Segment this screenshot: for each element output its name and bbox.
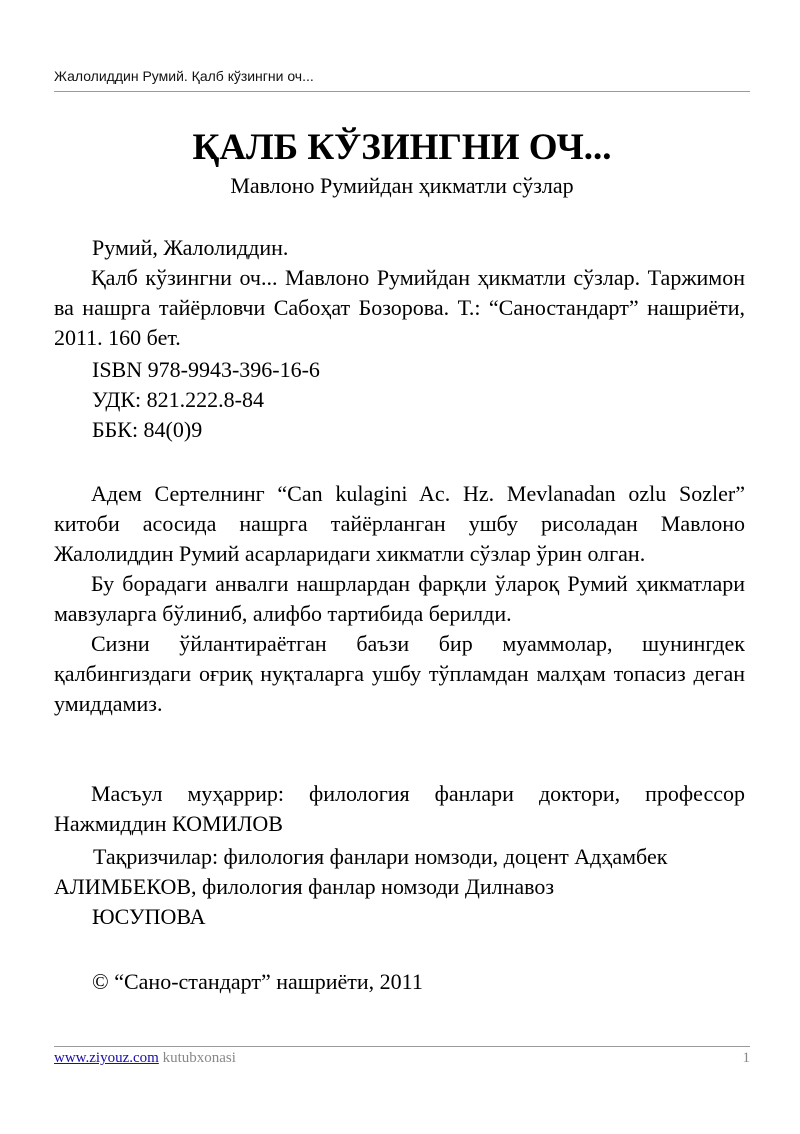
footer-divider xyxy=(54,1046,750,1047)
catalog-udk: УДК: 821.222.8-84 xyxy=(92,387,264,412)
book-title: ҚАЛБ КЎЗИНГНИ ОЧ... xyxy=(192,127,612,168)
catalog-author: Румий, Жалолиддин. xyxy=(92,235,289,260)
catalog-codes xyxy=(54,355,745,445)
reviewers-credit xyxy=(54,842,745,932)
intro-paragraph-3: Сизни ўйлантираётган баъзи бир муаммолар, шунингдек қалбингиздаги оғриқ нуқталарга ушбу тўпламдан малҳам топасиз деган умиддамиз. xyxy=(54,631,745,716)
intro-paragraph-2: Бу борадаги анвалги нашрлардан фарқли ўлароқ Румий ҳикматлари мавзуларга бўлиниб, алифбо тартибида берилди. xyxy=(54,571,745,626)
reviewers-line-3: ЮСУПОВА xyxy=(92,904,206,929)
copyright-line: © “Сано-стандарт” нашриёти, 2011 xyxy=(92,969,423,994)
intro-section xyxy=(54,479,745,719)
running-header: Жалолиддин Румий. Қалб кўзингни оч... xyxy=(54,68,314,84)
copyright-block xyxy=(54,967,745,997)
catalog-isbn: ISBN 978-9943-396-16-6 xyxy=(92,357,320,382)
reviewers-line-2: АЛИМБЕКОВ, филология фанлар номзоди Дилнавоз xyxy=(54,874,555,899)
footer-source xyxy=(54,1050,236,1067)
footer-suffix: kutubxonasi xyxy=(158,1050,236,1066)
reviewers-line-1: Тақризчилар: филология фанлари номзоди, доцент Адҳамбек xyxy=(93,844,668,869)
editor-line: Масъул муҳаррир: филология фанлари доктори, профессор Нажмиддин КОМИЛОВ xyxy=(54,781,745,836)
page-number: 1 xyxy=(742,1050,750,1066)
catalog-block xyxy=(54,233,745,353)
editor-credit xyxy=(54,779,745,839)
header-divider xyxy=(54,91,750,92)
catalog-description: Қалб кўзингни оч... Мавлоно Румийдан ҳикматли сўзлар. Таржимон ва нашрга тайёрловчи Сабоҳат Бозорова. Т.: “Саностандарт” нашриёти, 2011. 160 бет. xyxy=(54,265,745,350)
intro-paragraph-1: Адем Сертелнинг “Can kulagini Ac. Hz. Mevlanadan ozlu Sozler” китоби асосида нашрга тайёрланган ушбу рисоладан Мавлоно Жалолиддин Румий асарларидаги хикматли сўзлар ўрин олган. xyxy=(54,481,745,566)
book-subtitle: Мавлоно Румийдан ҳикматли сўзлар xyxy=(230,173,574,198)
site-link[interactable]: www.ziyouz.com xyxy=(54,1050,159,1066)
catalog-bbk: ББК: 84(0)9 xyxy=(92,417,203,442)
